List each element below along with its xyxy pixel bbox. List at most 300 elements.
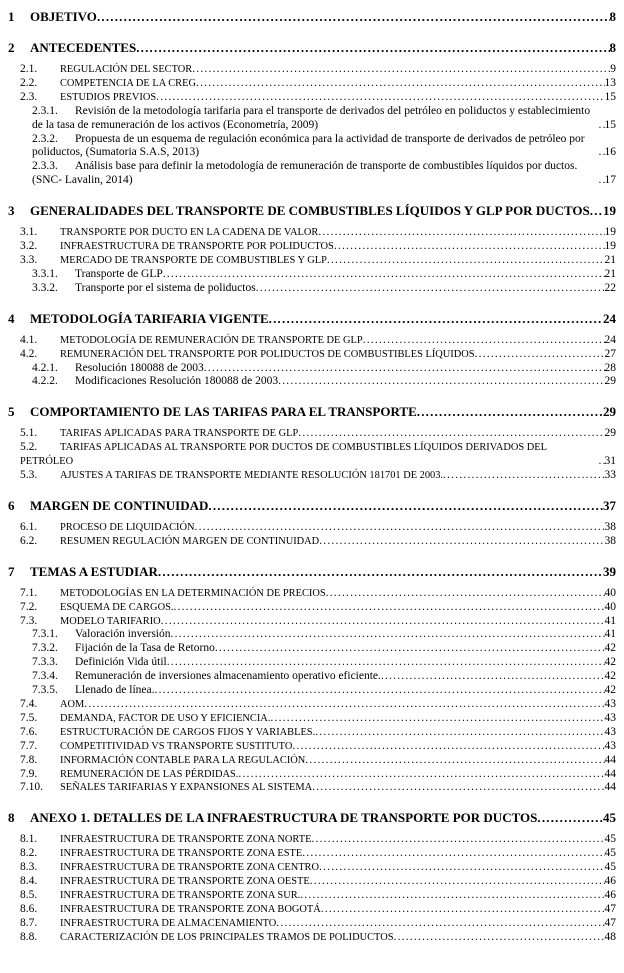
entry-text [20,781,312,795]
dot-leader [319,861,605,875]
entry-page-number: 19 [604,226,616,239]
entry-number: 7.4. [20,698,38,710]
toc-entry[interactable] [8,404,616,420]
entry-text [20,615,161,629]
entry-text [20,521,195,535]
entry-number: 4.2. [20,347,38,360]
entry-title: SEÑALES TARIFARIAS Y EXPANSIONES AL SISTEMA [60,782,313,794]
toc-entry[interactable] [20,889,616,903]
entry-number: 2.3. [20,90,38,103]
entry-page-number: 24 [604,333,616,346]
dot-leader [292,740,604,754]
dot-leader [319,535,604,549]
entry-title: Transporte de GLP [75,267,163,280]
entry-page-number: 42 [604,684,616,697]
entry-number: 6 [8,497,15,513]
entry-title: Análisis base para definir la metodología de remuneración de transporte de combustibles líquidos por ductos. (SNC- Lavalin, 2014) [32,160,578,187]
entry-title: Remuneración de inversiones almacenamiento operativo eficiente. [75,670,381,683]
entry-text [8,564,158,580]
entry-number: 7.3.5. [32,684,58,697]
entry-number: 3.2. [20,240,38,253]
entry-title: MERCADO DE TRANSPORTE DE COMBUSTIBLES Y GLP [60,254,327,266]
entry-text [20,768,238,782]
entry-title: INFRAESTRUCTURA DE TRANSPORTE ZONA ESTE [60,848,303,860]
entry-number: 3 [8,203,15,219]
entry-number: 8.1. [20,833,38,846]
entry-text [32,282,256,296]
toc-entry[interactable] [20,91,616,105]
entry-number: 1 [8,9,15,24]
entry-number: 5.2. [20,441,38,454]
entry-page-number: 44 [604,753,616,766]
entry-title: COMPETENCIA DE LA CREG [60,77,196,89]
toc-entry[interactable] [20,348,616,362]
entry-number: 3.3.1. [32,267,58,280]
entry-title: Fijación de la Tasa de Retorno [75,642,215,655]
dot-leader [269,311,603,327]
toc-entry[interactable] [20,781,616,795]
toc-entry[interactable] [20,77,616,91]
entry-text [20,348,475,362]
entry-page-number: 45 [604,861,616,874]
entry-number: 3.3.2. [32,281,58,294]
entry-text [20,712,270,726]
entry-text [20,427,298,441]
toc-entry[interactable] [8,810,616,826]
dot-leader [363,334,605,348]
dot-leader [192,63,610,77]
entry-text [20,889,300,903]
toc-entry[interactable] [20,847,616,861]
toc-entry[interactable] [8,564,616,580]
entry-text [20,875,310,889]
entry-title: INFRAESTRUCTURA DE TRANSPORTE ZONA NORTE [60,834,312,846]
dot-leader [298,427,604,441]
dot-leader [327,254,605,268]
entry-number: 8.2. [20,847,38,860]
dot-leader [97,9,610,25]
toc-entry[interactable] [32,282,616,296]
entry-number: 4.2.1. [32,361,58,374]
entry-title: TARIFAS APLICADAS AL TRANSPORTE POR DUCTOS DE COMBUSTIBLES LÍQUIDOS DERIVADOS DEL PETRÓLEO [20,442,547,468]
toc-entry[interactable] [32,684,616,698]
toc-entry[interactable] [8,40,616,56]
entry-page-number: 38 [604,534,616,547]
entry-title: INFRAESTRUCTURA DE ALMACENAMIENTO [60,917,277,929]
entry-text [20,226,318,240]
entry-title: REMUNERACIÓN DE LAS PÉRDIDAS. [60,768,239,780]
dot-leader [417,404,603,420]
toc-entry[interactable] [8,203,616,219]
dot-leader [300,889,604,903]
entry-page-number: 45 [604,847,616,860]
dot-leader [163,268,605,282]
entry-number: 7.3.2. [32,642,58,655]
entry-page-number: 29 [603,404,616,420]
entry-page-number: 47 [604,916,616,929]
dot-leader [276,917,604,931]
dot-leader [84,698,604,712]
toc-entry[interactable] [20,712,616,726]
entry-text [8,203,590,219]
toc-entry[interactable] [32,375,616,389]
entry-page-number: 45 [603,810,616,826]
entry-title: INFORMACIÓN CONTABLE PARA LA REGULACIÓN [60,754,306,766]
entry-number: 7.9. [20,767,38,780]
entry-text [20,441,599,469]
dot-leader [270,712,604,726]
entry-text [20,917,276,931]
dot-leader [158,564,603,580]
dot-leader [171,628,605,642]
entry-page-number: 43 [604,698,616,710]
entry-page-number: 9 [610,63,616,75]
toc-entry[interactable] [32,105,616,133]
entry-number: 5 [8,404,15,420]
toc-entry[interactable] [32,362,616,376]
dot-leader [156,91,604,105]
entry-text [20,698,84,712]
entry-number: 8.5. [20,888,38,901]
dot-leader [326,587,605,601]
entry-text [8,404,417,420]
entry-title: Resolución 180088 de 2003 [75,361,204,374]
toc-entry[interactable] [20,469,616,483]
entry-title: Propuesta de un esquema de regulación económica para la actividad de transporte de derivados de petróleo por poliductos, (Sumatoria S.A.S, 2013) [32,132,585,159]
entry-number: 7.3.3. [32,656,58,669]
dot-leader [215,642,605,656]
dot-leader [302,847,604,861]
entry-text [8,9,97,25]
dot-leader [310,875,605,889]
dot-leader [311,833,604,847]
entry-title: TARIFAS APLICADAS PARA TRANSPORTE DE GLP [60,428,299,440]
toc-entry[interactable] [32,628,616,642]
entry-number: 7.5. [20,711,38,724]
entry-page-number: 38 [604,520,616,533]
entry-page-number: 15 [604,118,616,131]
entry-text [8,311,269,327]
entry-number: 7.3.1. [32,628,58,641]
entry-title: METODOLOGÍA TARIFARIA VIGENTE [30,310,269,326]
dot-leader [394,931,605,945]
entry-number: 7 [8,563,15,579]
entry-page-number: 24 [603,310,616,326]
entry-title: RESUMEN REGULACIÓN MARGEN DE CONTINUIDAD [60,535,320,547]
entry-text [20,91,156,105]
entry-title: MARGEN DE CONTINUIDAD [30,497,209,513]
entry-number: 7.10. [20,781,43,794]
entry-title: AJUSTES A TARIFAS DE TRANSPORTE MEDIANTE RESOLUCIÓN 181701 DE 2003. [60,470,444,482]
entry-title: Valoración inversión [75,628,171,641]
entry-page-number: 42 [604,642,616,655]
toc-entry[interactable] [32,160,616,188]
entry-title: TRANSPORTE POR DUCTO EN LA CADENA DE VALOR [60,227,319,239]
entry-page-number: 27 [604,347,616,360]
dot-leader [208,498,603,514]
dot-leader [305,754,604,768]
entry-title: OBJETIVO [30,9,97,24]
entry-text [20,240,334,254]
table-of-contents [8,9,616,945]
entry-text [20,726,315,740]
entry-text [32,656,167,670]
entry-number: 7.6. [20,725,38,738]
entry-text [32,105,599,133]
toc-entry[interactable] [20,726,616,740]
entry-number: 8.7. [20,916,38,929]
entry-text [20,535,319,549]
entry-title: COMPORTAMIENTO DE LAS TARIFAS PARA EL TRANSPORTE [30,404,417,420]
toc-entry[interactable] [20,240,616,254]
entry-page-number: 45 [604,833,616,846]
entry-title: REMUNERACIÓN DEL TRANSPORTE POR POLIDUCTOS DE COMBUSTIBLES LÍQUIDOS [60,348,475,360]
dot-leader [381,670,605,684]
entry-text [20,847,302,861]
entry-page-number: 17 [604,174,616,187]
entry-page-number: 44 [604,781,616,794]
toc-entry[interactable] [32,670,616,684]
toc-entry[interactable] [20,754,616,768]
toc-entry[interactable] [20,740,616,754]
entry-title: GENERALIDADES DEL TRANSPORTE DE COMBUSTIBLES LÍQUIDOS Y GLP POR DUCTOS [30,203,590,219]
entry-title: METODOLOGÍA DE REMUNERACIÓN DE TRANSPORTE DE GLP [60,334,363,346]
toc-entry[interactable] [8,498,616,514]
dot-leader [537,810,603,826]
entry-number: 5.1. [20,427,38,440]
toc-entry[interactable] [20,441,616,469]
entry-text [20,931,394,945]
entry-number: 5.3. [20,469,38,482]
toc-entry[interactable] [32,656,616,670]
entry-page-number: 46 [604,888,616,901]
entry-title: ESQUEMA DE CARGOS. [60,601,174,613]
entry-number: 3.1. [20,226,38,239]
entry-title: CARACTERIZACIÓN DE LOS PRINCIPALES TRAMOS DE POLIDUCTOS [60,931,394,943]
entry-number: 7.1. [20,586,38,599]
entry-number: 7.3.4. [32,670,58,683]
entry-title: METODOLOGÍAS EN LA DETERMINACIÓN DE PRECIOS [60,587,326,599]
entry-title: Transporte por el sistema de poliductos [75,281,256,294]
dot-leader [256,282,605,296]
entry-text [20,334,363,348]
entry-page-number: 47 [604,902,616,915]
entry-text [32,642,215,656]
entry-title: INFRAESTRUCTURA DE TRANSPORTE ZONA CENTRO [60,862,319,874]
toc-entry[interactable] [20,254,616,268]
entry-page-number: 19 [604,240,616,253]
entry-page-number: 31 [604,455,616,468]
entry-text [20,63,192,77]
dot-leader [590,203,603,219]
toc-entry[interactable] [20,931,616,945]
dot-leader [173,601,604,615]
entry-page-number: 44 [604,767,616,780]
entry-page-number: 41 [604,628,616,641]
entry-title: ESTRUCTURACIÓN DE CARGOS FIJOS Y VARIABLES. [60,726,316,738]
entry-page-number: 40 [604,586,616,599]
entry-number: 2.3.2. [32,132,58,145]
entry-title: Definición Vida útil [75,656,167,669]
entry-text [20,77,196,91]
entry-page-number: 21 [604,267,616,280]
dot-leader [312,781,604,795]
entry-number: 3.3. [20,253,38,266]
dot-leader [167,656,605,670]
entry-text [8,498,208,514]
dot-leader [161,615,605,629]
entry-page-number: 42 [604,656,616,669]
entry-title: TEMAS A ESTUDIAR [30,563,158,579]
entry-text [20,740,292,754]
toc-entry[interactable] [32,268,616,282]
toc-entry[interactable] [20,698,616,712]
entry-title: REGULACIÓN DEL SECTOR [60,64,193,75]
entry-text [20,754,305,768]
entry-number: 2.3.3. [32,160,58,173]
entry-title: ANEXO 1. DETALLES DE LA INFRAESTRUCTURA DE TRANSPORTE POR DUCTOS [30,810,538,826]
dot-leader [278,375,604,389]
entry-text [32,670,381,684]
toc-entry[interactable] [20,917,616,931]
entry-page-number: 40 [604,600,616,613]
entry-page-number: 29 [604,427,616,440]
entry-text [20,254,327,268]
entry-number: 2.1. [20,63,38,75]
entry-page-number: 42 [604,670,616,683]
entry-number: 6.2. [20,534,38,547]
dot-leader [195,521,605,535]
entry-number: 8.6. [20,902,38,915]
entry-number: 8.3. [20,861,38,874]
entry-page-number: 48 [604,930,616,943]
entry-page-number: 43 [604,725,616,738]
entry-text [8,40,136,56]
entry-page-number: 13 [604,76,616,89]
entry-page-number: 33 [604,469,616,482]
entry-title: Llenado de línea. [75,684,155,697]
entry-page-number: 8 [609,9,616,24]
entry-title: MODELO TARIFARIO [60,615,161,627]
entry-number: 4.1. [20,333,38,346]
entry-title: ANTECEDENTES [30,40,137,55]
entry-page-number: 21 [604,253,616,266]
entry-title: COMPETITIVIDAD VS TRANSPORTE SUSTITUTO [60,740,293,752]
toc-entry[interactable] [20,427,616,441]
entry-page-number: 39 [603,563,616,579]
toc-entry[interactable] [20,226,616,240]
entry-text [8,810,537,826]
toc-entry[interactable] [20,615,616,629]
toc-entry[interactable] [20,875,616,889]
entry-page-number: 43 [604,739,616,752]
entry-text [20,601,173,615]
entry-page-number: 16 [604,146,616,159]
dot-leader [238,768,604,782]
entry-title: PROCESO DE LIQUIDACIÓN [60,521,195,533]
entry-number: 4 [8,310,15,326]
entry-title: Modificaciones Resolución 180088 de 2003 [75,375,279,388]
entry-title: Revisión de la metodología tarifaria para el transporte de derivados del petróleo en poliductos y establecimiento de la tasa de remuneración de los activos (Econometría, 2009) [32,104,591,131]
entry-page-number: 8 [609,40,616,55]
entry-text [32,628,171,642]
entry-number: 2.3.1. [32,104,58,117]
entry-number: 2.2. [20,76,38,89]
entry-number: 7.3. [20,614,38,627]
toc-entry[interactable] [8,311,616,327]
toc-entry[interactable] [20,535,616,549]
toc-entry[interactable] [20,521,616,535]
entry-text [20,587,326,601]
entry-title: INFRAESTRUCTURA DE TRANSPORTE ZONA SUR. [60,889,301,901]
entry-title: AOM [60,699,85,710]
entry-number: 7.7. [20,739,38,752]
entry-number: 7.2. [20,600,38,613]
dot-leader [334,240,605,254]
entry-text [20,833,311,847]
entry-number: 8 [8,810,15,826]
entry-page-number: 29 [604,375,616,388]
dot-leader [443,469,604,483]
toc-entry[interactable] [20,903,616,917]
entry-text [20,903,321,917]
entry-text [32,684,155,698]
entry-text [20,861,319,875]
entry-title: INFRAESTRUCTURA DE TRANSPORTE ZONA OESTE [60,876,310,888]
toc-entry[interactable] [20,601,616,615]
entry-page-number: 15 [604,90,616,103]
entry-text [32,133,599,161]
toc-entry[interactable] [20,587,616,601]
entry-page-number: 41 [604,614,616,627]
dot-leader [155,684,605,698]
toc-entry[interactable] [20,861,616,875]
entry-title: INFRAESTRUCTURA DE TRANSPORTE POR POLIDUCTOS [60,241,334,253]
entry-text [20,469,443,483]
entry-number: 7.8. [20,753,38,766]
dot-leader [321,903,605,917]
toc-entry[interactable] [8,9,616,25]
entry-number: 8.4. [20,875,38,888]
entry-number: 4.2.2. [32,375,58,388]
dot-leader [475,348,605,362]
entry-title: DEMANDA, FACTOR DE USO Y EFICIENCIA. [60,712,271,724]
toc-entry[interactable] [32,133,616,161]
entry-page-number: 22 [604,281,616,294]
entry-text [32,375,278,389]
dot-leader [315,726,604,740]
dot-leader [318,226,604,240]
toc-entry[interactable] [20,334,616,348]
entry-title: INFRAESTRUCTURA DE TRANSPORTE ZONA BOGOTÁ [60,903,321,915]
entry-text [32,268,163,282]
entry-number: 2 [8,40,15,55]
entry-page-number: 19 [603,203,616,219]
dot-leader [204,362,605,376]
entry-page-number: 46 [604,875,616,888]
toc-entry[interactable] [32,642,616,656]
entry-page-number: 37 [603,497,616,513]
toc-entry[interactable] [20,833,616,847]
entry-text [32,160,599,188]
entry-number: 8.8. [20,930,38,943]
entry-page-number: 43 [604,711,616,724]
dot-leader [196,77,605,91]
entry-number: 6.1. [20,520,38,533]
entry-page-number: 28 [604,361,616,374]
toc-entry[interactable] [20,768,616,782]
toc-entry[interactable] [20,63,616,77]
